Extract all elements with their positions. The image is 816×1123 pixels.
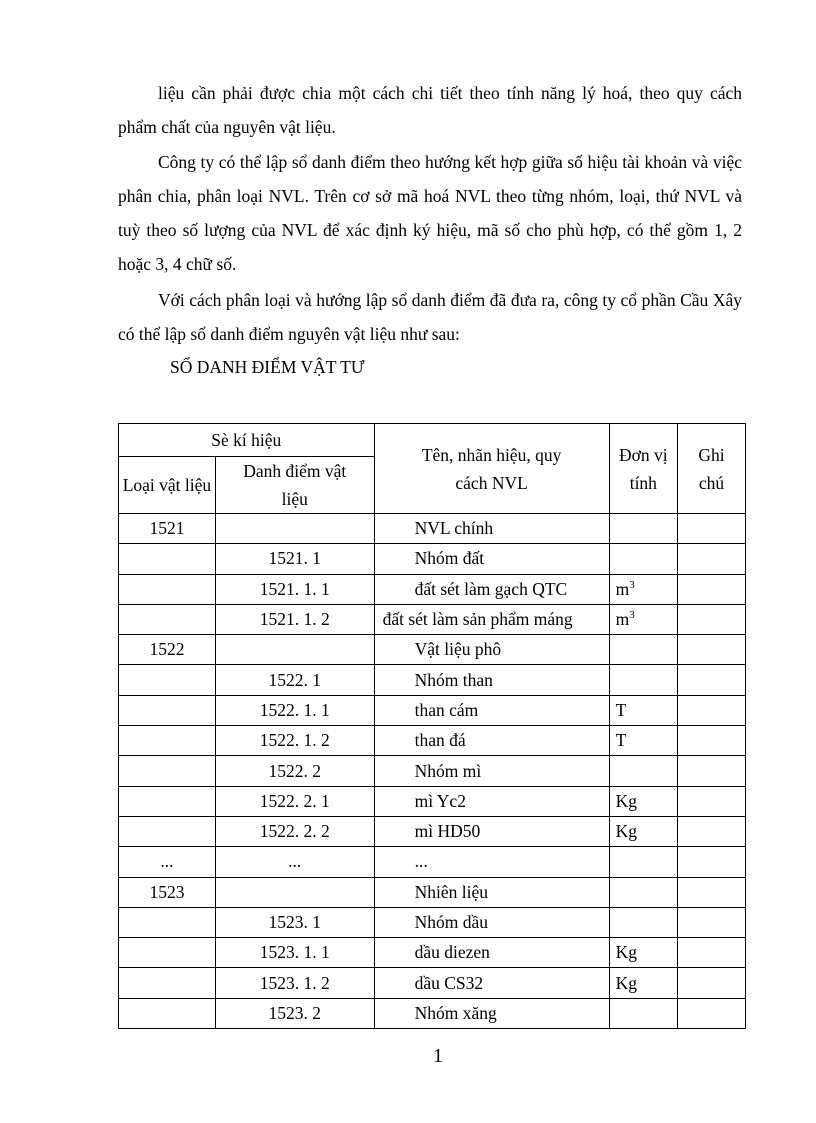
cell-unit: [609, 544, 677, 574]
cell-unit: [609, 726, 677, 756]
cell-note: [678, 514, 746, 544]
unit-text: Kg: [615, 942, 637, 963]
cell-material-type: [119, 726, 216, 756]
cell-item-code: 1523. 2: [215, 998, 374, 1028]
cell-note: [678, 907, 746, 937]
materials-catalog-table: [118, 423, 746, 1029]
cell-item-code: [215, 877, 374, 907]
cell-note: [678, 998, 746, 1028]
cell-item-code: 1522. 2. 2: [215, 816, 374, 846]
cell-item-code: 1522. 1. 1: [215, 695, 374, 725]
cell-material-type: [119, 968, 216, 998]
cell-note: [678, 847, 746, 877]
cell-unit: [609, 968, 677, 998]
cell-material-type: [119, 907, 216, 937]
cell-material-type: 1521: [119, 514, 216, 544]
cell-material-name: Nhiên liệu: [374, 877, 609, 907]
cell-note: [678, 635, 746, 665]
cell-note: [678, 877, 746, 907]
cell-unit: [609, 635, 677, 665]
cell-unit: [609, 938, 677, 968]
cell-material-name: Nhóm xăng: [374, 998, 609, 1028]
cell-note: [678, 544, 746, 574]
table-row: [119, 847, 746, 877]
cell-item-code: 1523. 1: [215, 907, 374, 937]
cell-material-name: than cám: [374, 695, 609, 725]
cell-material-name: Nhóm dầu: [374, 907, 609, 937]
unit-text: Kg: [615, 821, 637, 842]
cell-item-code: ...: [215, 847, 374, 877]
cell-unit: [609, 756, 677, 786]
cell-note: [678, 695, 746, 725]
table-row: [119, 604, 746, 634]
cell-item-code: 1521. 1. 2: [215, 604, 374, 634]
cell-note: [678, 816, 746, 846]
cell-unit: [609, 574, 677, 604]
col-header-unit: Đơn vị tính: [609, 424, 677, 514]
table-row: [119, 665, 746, 695]
cell-unit: [609, 998, 677, 1028]
cell-note: [678, 665, 746, 695]
cell-material-name: đất sét làm gạch QTC: [374, 574, 609, 604]
table-row: [119, 816, 746, 846]
cell-item-code: 1523. 1. 1: [215, 938, 374, 968]
cell-material-name: NVL chính: [374, 514, 609, 544]
table-body: [119, 514, 746, 1029]
cell-material-name: Nhóm than: [374, 665, 609, 695]
table-row: [119, 695, 746, 725]
cell-material-type: [119, 544, 216, 574]
cell-material-type: ...: [119, 847, 216, 877]
cell-material-name: mì HD50: [374, 816, 609, 846]
table-header-row: [119, 424, 746, 457]
unit-text: T: [615, 699, 627, 720]
cell-item-code: 1522. 2. 1: [215, 786, 374, 816]
paragraph-1: liệu cần phải được chia một cách chi tiết theo tính năng lý hoá, theo quy cách phẩm chất của nguyên vật liệu.: [118, 83, 742, 137]
unit-exponent: 3: [629, 578, 635, 591]
cell-material-name: đất sét làm sản phẩm máng: [374, 604, 609, 634]
cell-material-type: 1523: [119, 877, 216, 907]
cell-unit: [609, 786, 677, 816]
cell-item-code: 1522. 1. 2: [215, 726, 374, 756]
cell-material-type: [119, 574, 216, 604]
table-row: [119, 544, 746, 574]
cell-material-name: dầu CS32: [374, 968, 609, 998]
table-row: [119, 907, 746, 937]
cell-material-type: [119, 786, 216, 816]
table-row: [119, 574, 746, 604]
col-header-code: Danh điểm vật liệu: [215, 457, 374, 514]
cell-unit: [609, 907, 677, 937]
cell-material-name: Vật liệu phô: [374, 635, 609, 665]
cell-material-name: mì Yc2: [374, 786, 609, 816]
cell-note: [678, 756, 746, 786]
cell-material-type: [119, 998, 216, 1028]
cell-material-type: 1522: [119, 635, 216, 665]
unit-text: Kg: [615, 972, 637, 993]
col-header-name: Tên, nhãn hiệu, quy cách NVL: [374, 424, 609, 514]
unit-exponent: 3: [629, 609, 635, 622]
cell-material-name: Nhóm đất: [374, 544, 609, 574]
cell-unit: [609, 665, 677, 695]
cell-unit: [609, 847, 677, 877]
cell-item-code: 1521. 1. 1: [215, 574, 374, 604]
cell-material-name: than đá: [374, 726, 609, 756]
unit-text: T: [615, 730, 627, 751]
table-row: [119, 514, 746, 544]
table-row: [119, 635, 746, 665]
table-row: [119, 756, 746, 786]
cell-note: [678, 574, 746, 604]
cell-item-code: [215, 514, 374, 544]
col-header-note: Ghi chú: [678, 424, 746, 514]
cell-note: [678, 968, 746, 998]
unit-text: m: [615, 609, 630, 630]
cell-note: [678, 938, 746, 968]
cell-item-code: 1521. 1: [215, 544, 374, 574]
cell-item-code: 1523. 1. 2: [215, 968, 374, 998]
page-number: 1: [433, 1045, 443, 1067]
unit-text: Kg: [615, 790, 637, 811]
cell-material-type: [119, 695, 216, 725]
cell-material-type: [119, 938, 216, 968]
cell-unit: [609, 816, 677, 846]
table-row: [119, 786, 746, 816]
paragraph-2: Công ty có thể lập sổ danh điểm theo hướng kết hợp giữa số hiệu tài khoản và việc phân chia, phân loại NVL. Trên cơ sở mã hoá NVL theo từng nhóm, loại, thứ NVL và tuỳ theo số lượng của NVL để xác định ký hiệu, mã số cho phù hợp, có thể gồm 1, 2 hoặc 3, 4 chữ số.: [118, 152, 742, 274]
table-row: [119, 938, 746, 968]
paragraph-3: Với cách phân loại và hướng lập sổ danh điểm đã đưa ra, công ty cổ phần Cầu Xây có thể lập sổ danh điểm nguyên vật liệu như sau:: [118, 290, 742, 344]
cell-item-code: 1522. 1: [215, 665, 374, 695]
unit-text: m: [615, 578, 630, 599]
cell-unit: [609, 514, 677, 544]
table-row: [119, 998, 746, 1028]
cell-material-type: [119, 816, 216, 846]
cell-material-type: [119, 604, 216, 634]
cell-unit: [609, 604, 677, 634]
cell-unit: [609, 695, 677, 725]
cell-material-type: [119, 665, 216, 695]
cell-note: [678, 726, 746, 756]
cell-material-type: [119, 756, 216, 786]
table-row: [119, 968, 746, 998]
symbol-group-header: Sè kí hiệu: [119, 424, 375, 457]
table-heading: SỔ DANH ĐIỂM VẬT TƯ: [170, 357, 365, 377]
cell-material-name: Nhóm mì: [374, 756, 609, 786]
cell-material-name: ...: [374, 847, 609, 877]
col-header-type: Loại vật liệu: [119, 457, 216, 514]
cell-unit: [609, 877, 677, 907]
table-row: [119, 726, 746, 756]
cell-note: [678, 786, 746, 816]
cell-note: [678, 604, 746, 634]
table-row: [119, 877, 746, 907]
cell-item-code: [215, 635, 374, 665]
cell-material-name: dầu diezen: [374, 938, 609, 968]
cell-item-code: 1522. 2: [215, 756, 374, 786]
